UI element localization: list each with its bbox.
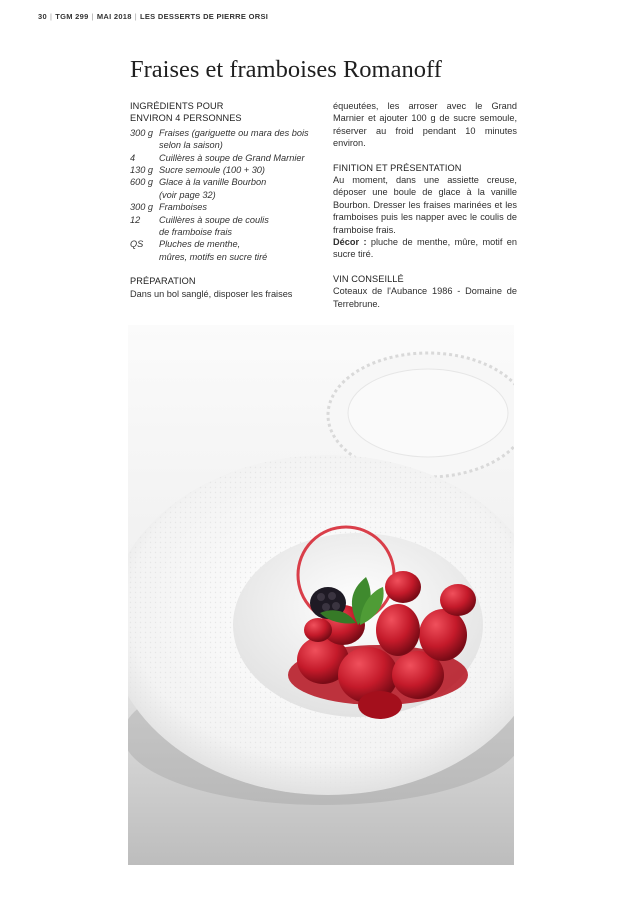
ingredient-text [159, 164, 265, 176]
ingredient-line: (voir page 32) [159, 189, 216, 200]
ingredient-qty: 130 g [130, 165, 153, 176]
ingredient-text [159, 127, 309, 152]
page-number: 30 [38, 12, 47, 21]
ingredient-item [130, 127, 312, 152]
ingredient-line: Fraises (gariguette ou mara des bois [159, 127, 309, 138]
ingredient-item [130, 164, 312, 176]
ingredient-qty: 300 g [130, 127, 153, 138]
ingredient-text [159, 201, 207, 213]
ingredient-qty: 600 g [130, 177, 153, 188]
ingredient-item [130, 176, 312, 201]
ingredients-heading-line-2: ENVIRON 4 PERSONNES [130, 113, 242, 124]
ingredient-line: Framboises [159, 202, 207, 213]
wine-text: Coteaux de l'Aubance 1986 - Domaine de Terrebrune. [333, 286, 517, 309]
ingredient-text [159, 176, 266, 201]
ingredient-line: Pluches de menthe, [159, 239, 241, 250]
ingredients-heading [130, 100, 312, 125]
issue-date: MAI 2018 [96, 12, 132, 21]
finition-text: Au moment, dans une assiette creuse, déposer une boule de glace à la vanille Bourbon. Dresser les fraises marinées et les framboises puis les napper avec le coulis de framboise frais. [333, 175, 517, 235]
ingredients-heading-line-1: INGRÉDIENTS POUR [130, 101, 224, 111]
ingredient-line: Cuillères à soupe de coulis [159, 214, 269, 225]
decor-label: Décor : [333, 237, 367, 248]
ingredient-qty: QS [130, 239, 144, 250]
ingredient-line: de framboise frais [159, 227, 233, 238]
ingredient-line: Glace à la vanille Bourbon [159, 177, 267, 188]
recipe-left-column [130, 100, 312, 300]
preparation-heading: PRÉPARATION [130, 276, 196, 287]
ingredient-text [159, 152, 305, 164]
preparation-text-start: Dans un bol sanglé, disposer les fraises [130, 288, 293, 299]
dessert-photo [128, 325, 514, 865]
ingredient-qty: 300 g [130, 202, 153, 213]
finition-heading: FINITION ET PRÉSENTATION [333, 162, 462, 173]
ingredient-list [130, 127, 312, 263]
magazine-issue: TGM 299 [55, 12, 89, 21]
running-header: 30 | TGM 299 | MAI 2018 | LES DESSERTS DE PIERRE ORSI [38, 12, 269, 21]
recipe-title: Fraises et framboises Romanoff [130, 56, 442, 83]
ingredient-line: selon la saison) [159, 140, 223, 151]
section-name: LES DESSERTS DE PIERRE ORSI [140, 12, 269, 21]
preparation-text-continued: équeutées, les arroser avec le Grand Marnier et ajouter 100 g de sucre semoule, réserver au froid pendant 10 minutes environ. [333, 101, 517, 149]
decor-paragraph [333, 236, 517, 261]
ingredient-line: mûres, motifs en sucre tiré [159, 251, 268, 262]
recipe-right-column [333, 100, 517, 310]
ingredient-line: Sucre semoule (100 + 30) [159, 165, 265, 176]
ingredient-text [159, 238, 267, 263]
ingredient-line: Cuillères à soupe de Grand Marnier [159, 152, 305, 163]
ingredient-text [159, 214, 269, 239]
decor-text: pluche de menthe, mûre, motif en sucre tiré. [333, 237, 517, 260]
ingredient-qty: 4 [130, 152, 136, 163]
ingredient-item [130, 152, 312, 164]
ingredient-item [130, 238, 312, 263]
ingredient-qty: 12 [130, 214, 141, 225]
ingredient-item [130, 214, 312, 239]
wine-heading: VIN CONSEILLÉ [333, 273, 404, 284]
ingredient-item [130, 201, 312, 213]
